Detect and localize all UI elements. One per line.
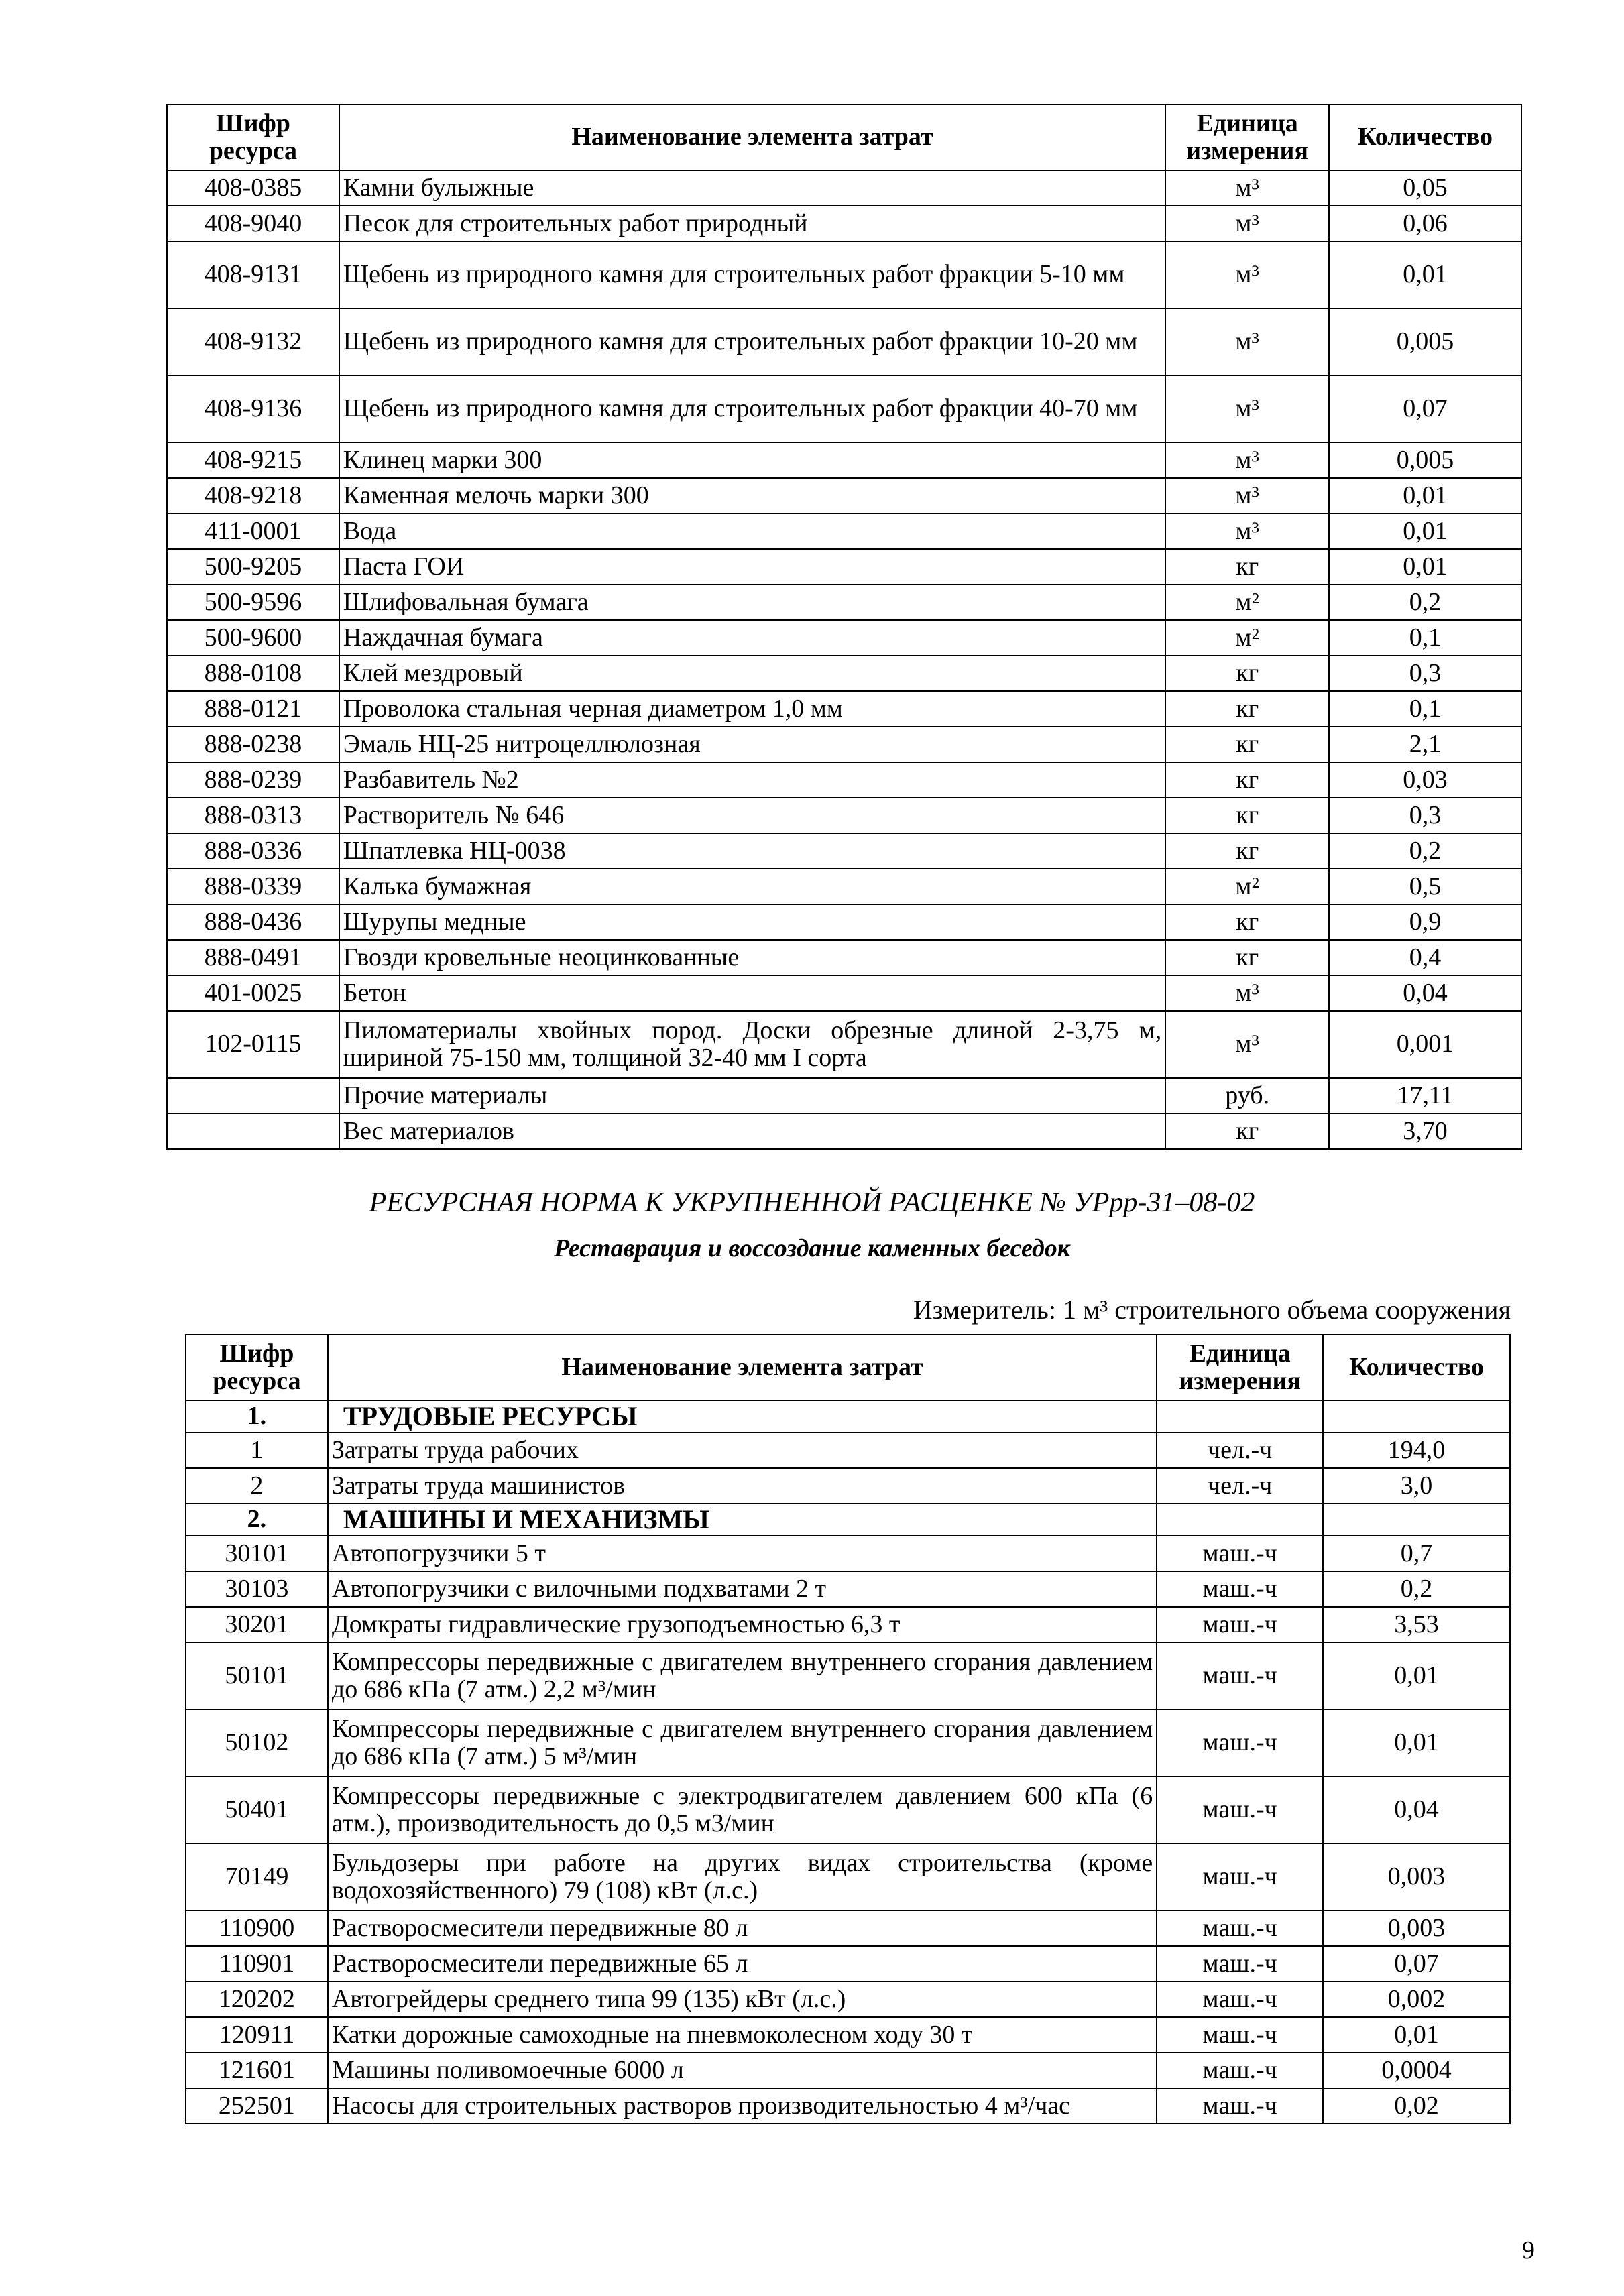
name-cell: Бульдозеры при работе на других видах строительства (кроме водохозяйственного) 79 (108) кВт (л.с.) [328,1844,1157,1911]
code-cell: 102-0115 [167,1011,339,1078]
unit-cell: кг [1165,762,1329,798]
name-cell: Вода [339,513,1165,549]
name-cell: Щебень из природного камня для строительных работ фракции 40-70 мм [339,375,1165,442]
name-cell: Песок для строительных работ природный [339,206,1165,241]
unit-cell: чел.-ч [1157,1468,1323,1504]
name-cell: Катки дорожные самоходные на пневмоколесном ходу 30 т [328,2017,1157,2053]
name-cell: Прочие материалы [339,1078,1165,1113]
name-cell: Растворосмесители передвижные 65 л [328,1946,1157,1982]
qty-cell: 2,1 [1329,727,1521,762]
code-cell: 888-0491 [167,940,339,975]
code-cell: 252501 [186,2088,328,2124]
code-cell: 888-0121 [167,691,339,727]
code-cell: 888-0336 [167,833,339,869]
name-cell: Паста ГОИ [339,549,1165,585]
code-cell: 121601 [186,2053,328,2088]
qty-cell: 0,01 [1323,1642,1510,1709]
qty-cell [1323,1400,1510,1433]
code-cell: 411-0001 [167,513,339,549]
code-cell: 408-9215 [167,442,339,478]
code-cell: 2. [186,1504,328,1536]
qty-cell: 0,04 [1329,975,1521,1011]
table-row [186,1468,1510,1504]
name-cell: Каменная мелочь марки 300 [339,478,1165,513]
code-cell: 408-0385 [167,170,339,206]
code-cell: 888-0108 [167,656,339,691]
table-row [186,1776,1510,1844]
qty-cell: 0,3 [1329,798,1521,833]
unit-cell: м³ [1165,206,1329,241]
name-cell: ТРУДОВЫЕ РЕСУРСЫ [328,1400,1157,1433]
table-row [186,1433,1510,1468]
qty-cell: 194,0 [1323,1433,1510,1468]
unit-cell: маш.-ч [1157,2053,1323,2088]
code-cell: 401-0025 [167,975,339,1011]
unit-cell: м³ [1165,478,1329,513]
qty-cell: 0,05 [1329,170,1521,206]
unit-cell: маш.-ч [1157,1911,1323,1946]
unit-cell: руб. [1165,1078,1329,1113]
header-unit: Единица измерения [1165,105,1329,170]
table-row [167,478,1521,513]
code-cell: 500-9600 [167,620,339,656]
unit-cell: маш.-ч [1157,1844,1323,1911]
unit-cell: м³ [1165,442,1329,478]
unit-cell: кг [1165,727,1329,762]
code-cell: 408-9040 [167,206,339,241]
table-row [167,975,1521,1011]
qty-cell: 0,07 [1329,375,1521,442]
table-row [186,1946,1510,1982]
qty-cell: 0,3 [1329,656,1521,691]
table-row [186,1982,1510,2017]
section-row [186,1400,1510,1433]
qty-cell: 0,001 [1329,1011,1521,1078]
name-cell: Шлифовальная бумага [339,585,1165,620]
page-number: 9 [1522,2236,1535,2264]
code-cell: 70149 [186,1844,328,1911]
table-row [167,798,1521,833]
norm-title: РЕСУРСНАЯ НОРМА К УКРУПНЕННОЙ РАСЦЕНКЕ № УРрр-31–08-02 [369,1187,1255,1218]
table-row [167,206,1521,241]
unit-cell: маш.-ч [1157,1776,1323,1844]
qty-cell: 0,01 [1329,478,1521,513]
table-row [186,1844,1510,1911]
code-cell: 120202 [186,1982,328,2017]
code-cell: 500-9205 [167,549,339,585]
measure-line: Измеритель: 1 м³ строительного объема сооружения [913,1294,1511,1325]
name-cell: Наждачная бумага [339,620,1165,656]
qty-cell: 0,06 [1329,206,1521,241]
name-cell: Калька бумажная [339,869,1165,904]
code-cell: 408-9218 [167,478,339,513]
name-cell: Автогрейдеры среднего типа 99 (135) кВт (л.с.) [328,1982,1157,2017]
table-row [167,904,1521,940]
unit-cell: м² [1165,620,1329,656]
unit-cell: маш.-ч [1157,1536,1323,1571]
unit-cell: маш.-ч [1157,2017,1323,2053]
name-cell: Пиломатериалы хвойных пород. Доски обрезные длиной 2-3,75 м, шириной 75-150 мм, толщиной 32-40 мм I сорта [339,1011,1165,1078]
name-cell: Шпатлевка НЦ-0038 [339,833,1165,869]
code-cell: 30101 [186,1536,328,1571]
table-row [186,2017,1510,2053]
unit-cell: м³ [1165,308,1329,375]
table-row [167,170,1521,206]
qty-cell: 0,4 [1329,940,1521,975]
unit-cell: кг [1165,904,1329,940]
table-row [186,1607,1510,1642]
name-cell: Бетон [339,975,1165,1011]
code-cell: 50102 [186,1709,328,1776]
table-row [186,1911,1510,1946]
unit-cell: маш.-ч [1157,1607,1323,1642]
qty-cell: 0,003 [1323,1911,1510,1946]
header-code: Шифр ресурса [167,105,339,170]
name-cell: Домкраты гидравлические грузоподъемностью 6,3 т [328,1607,1157,1642]
name-cell: Гвозди кровельные неоцинкованные [339,940,1165,975]
qty-cell: 0,003 [1323,1844,1510,1911]
qty-cell: 0,01 [1329,241,1521,308]
code-cell: 2 [186,1468,328,1504]
section-row [186,1504,1510,1536]
name-cell: Шурупы медные [339,904,1165,940]
qty-cell: 3,53 [1323,1607,1510,1642]
code-cell [167,1078,339,1113]
table-row [167,620,1521,656]
table-row [167,241,1521,308]
table-row [186,2053,1510,2088]
qty-cell: 0,2 [1329,585,1521,620]
qty-cell: 0,2 [1323,1571,1510,1607]
header-qty: Количество [1323,1335,1510,1400]
materials-table-body [167,170,1521,1149]
code-cell: 408-9132 [167,308,339,375]
qty-cell: 0,1 [1329,620,1521,656]
table-row [186,1709,1510,1776]
resources-table-body [186,1400,1510,2124]
code-cell: 50101 [186,1642,328,1709]
unit-cell: кг [1165,940,1329,975]
unit-cell: маш.-ч [1157,1642,1323,1709]
qty-cell: 3,0 [1323,1468,1510,1504]
unit-cell: м³ [1165,170,1329,206]
unit-cell [1157,1400,1323,1433]
qty-cell: 0,01 [1329,549,1521,585]
qty-cell: 0,01 [1329,513,1521,549]
unit-cell: кг [1165,691,1329,727]
qty-cell: 3,70 [1329,1113,1521,1149]
name-cell: Клей мездровый [339,656,1165,691]
unit-cell: маш.-ч [1157,1982,1323,2017]
table-row [167,442,1521,478]
code-cell: 120911 [186,2017,328,2053]
qty-cell: 0,1 [1329,691,1521,727]
unit-cell [1157,1504,1323,1536]
name-cell: Камни булыжные [339,170,1165,206]
table-row [167,308,1521,375]
table-row [167,940,1521,975]
qty-cell: 0,0004 [1323,2053,1510,2088]
qty-cell [1323,1504,1510,1536]
table-header-row [167,105,1521,170]
qty-cell: 0,005 [1329,442,1521,478]
name-cell: Растворосмесители передвижные 80 л [328,1911,1157,1946]
table-header-row [186,1335,1510,1400]
qty-cell: 0,03 [1329,762,1521,798]
unit-cell: кг [1165,1113,1329,1149]
code-cell: 30201 [186,1607,328,1642]
unit-cell: м³ [1165,1011,1329,1078]
name-cell: Компрессоры передвижные с двигателем внутреннего сгорания давлением до 686 кПа (7 атм.) 5 м³/мин [328,1709,1157,1776]
table-row [167,833,1521,869]
qty-cell: 0,002 [1323,1982,1510,2017]
header-unit: Единица измерения [1157,1335,1323,1400]
unit-cell: м³ [1165,375,1329,442]
unit-cell: м² [1165,585,1329,620]
name-cell: Щебень из природного камня для строительных работ фракции 10-20 мм [339,308,1165,375]
code-cell: 110901 [186,1946,328,1982]
table-row [167,869,1521,904]
name-cell: Эмаль НЦ-25 нитроцеллюлозная [339,727,1165,762]
code-cell: 1 [186,1433,328,1468]
table-row [186,1642,1510,1709]
header-qty: Количество [1329,105,1521,170]
table-row [167,656,1521,691]
name-cell: Щебень из природного камня для строительных работ фракции 5-10 мм [339,241,1165,308]
unit-cell: маш.-ч [1157,1946,1323,1982]
table-row [167,585,1521,620]
qty-cell: 0,01 [1323,1709,1510,1776]
unit-cell: м³ [1165,241,1329,308]
norm-subtitle: Реставрация и воссоздание каменных беседок [553,1234,1071,1262]
table-row [167,691,1521,727]
qty-cell: 0,5 [1329,869,1521,904]
code-cell: 888-0313 [167,798,339,833]
header-name: Наименование элемента затрат [328,1335,1157,1400]
name-cell: Разбавитель №2 [339,762,1165,798]
header-name: Наименование элемента затрат [339,105,1165,170]
unit-cell: маш.-ч [1157,1571,1323,1607]
name-cell: Проволока стальная черная диаметром 1,0 мм [339,691,1165,727]
unit-cell: м³ [1165,513,1329,549]
code-cell: 500-9596 [167,585,339,620]
name-cell: Затраты труда рабочих [328,1433,1157,1468]
unit-cell: кг [1165,656,1329,691]
qty-cell: 0,04 [1323,1776,1510,1844]
name-cell: Компрессоры передвижные с двигателем внутреннего сгорания давлением до 686 кПа (7 атм.) 2,2 м³/мин [328,1642,1157,1709]
table-row [186,1536,1510,1571]
qty-cell: 0,01 [1323,2017,1510,2053]
unit-cell: кг [1165,549,1329,585]
code-cell: 888-0238 [167,727,339,762]
resources-table [185,1334,1511,2124]
code-cell: 50401 [186,1776,328,1844]
qty-cell: 0,02 [1323,2088,1510,2124]
name-cell: Вес материалов [339,1113,1165,1149]
qty-cell: 17,11 [1329,1078,1521,1113]
name-cell: Машины поливомоечные 6000 л [328,2053,1157,2088]
code-cell: 408-9131 [167,241,339,308]
table-row [167,375,1521,442]
unit-cell: кг [1165,798,1329,833]
qty-cell: 0,2 [1329,833,1521,869]
unit-cell: м² [1165,869,1329,904]
qty-cell: 0,005 [1329,308,1521,375]
unit-cell: м³ [1165,975,1329,1011]
name-cell: Клинец марки 300 [339,442,1165,478]
table-row [167,549,1521,585]
code-cell: 1. [186,1400,328,1433]
code-cell: 888-0436 [167,904,339,940]
header-code: Шифр ресурса [186,1335,328,1400]
table-row [167,1113,1521,1149]
name-cell: МАШИНЫ И МЕХАНИЗМЫ [328,1504,1157,1536]
code-cell: 30103 [186,1571,328,1607]
table-row [167,1078,1521,1113]
name-cell: Насосы для строительных растворов производительностью 4 м³/час [328,2088,1157,2124]
table-row [186,2088,1510,2124]
name-cell: Автопогрузчики 5 т [328,1536,1157,1571]
code-cell [167,1113,339,1149]
unit-cell: кг [1165,833,1329,869]
table-row [167,513,1521,549]
name-cell: Компрессоры передвижные с электродвигателем давлением 600 кПа (6 атм.), производительность до 0,5 м3/мин [328,1776,1157,1844]
unit-cell: маш.-ч [1157,1709,1323,1776]
table-row [186,1571,1510,1607]
materials-table [166,104,1522,1150]
qty-cell: 0,9 [1329,904,1521,940]
code-cell: 408-9136 [167,375,339,442]
code-cell: 888-0339 [167,869,339,904]
qty-cell: 0,07 [1323,1946,1510,1982]
table-row [167,1011,1521,1078]
unit-cell: маш.-ч [1157,2088,1323,2124]
name-cell: Автопогрузчики с вилочными подхватами 2 т [328,1571,1157,1607]
code-cell: 888-0239 [167,762,339,798]
table-row [167,762,1521,798]
table-row [167,727,1521,762]
qty-cell: 0,7 [1323,1536,1510,1571]
name-cell: Растворитель № 646 [339,798,1165,833]
code-cell: 110900 [186,1911,328,1946]
name-cell: Затраты труда машинистов [328,1468,1157,1504]
unit-cell: чел.-ч [1157,1433,1323,1468]
